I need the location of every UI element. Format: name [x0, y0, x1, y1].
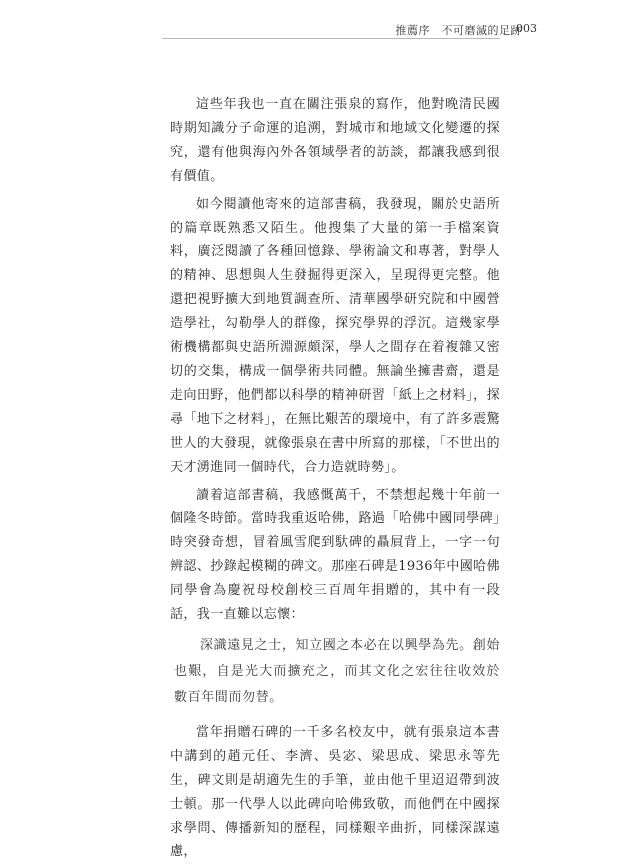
- running-header: [0, 22, 640, 42]
- paragraph-3: 讀着這部書稿，我感慨萬千，不禁想起幾十年前一個隆冬時節。當時我重返哈佛，路過「哈佛中國同學碑」時突發奇想，冒着風雪爬到馱碑的贔屓背上，一字一句辨認、抄錄起模糊的碑文。那座石碑是1936年中國哈佛同學會為慶祝母校創校三百周年捐贈的，其中有一段話，我一直難以忘懷：: [170, 487, 500, 623]
- running-header-title: 推薦序 不可磨滅的足跡: [395, 24, 522, 37]
- inscription-quote: 深識遠見之士，知立國之本必在以興學為先。創始也艱，自是光大而擴充之，而其文化之宏往往收效於數百年間而勿替。: [174, 637, 500, 705]
- paragraph-4: 當年捐贈石碑的一千多名校友中，就有張泉這本書中講到的趙元任、李濟、吳宓、梁思成、梁思永等先生，碑文則是胡適先生的手筆，並由他千里迢迢帶到波士頓。那一代學人以此碑向哈佛致敬，而他們在中國探求學問、傳播新知的歷程，同樣艱辛曲折，同樣深謀遠慮，: [170, 724, 500, 860]
- paragraph-1: 這些年我也一直在關注張泉的寫作，他對晚清民國時期知識分子命運的追溯，對城市和地域文化變遷的探究，還有他與海內外各領域學者的訪談，都讓我感到很有價值。: [170, 97, 500, 184]
- paragraph-2: 如今閱讀他寄來的這部書稿，我發現，關於史語所的篇章既熟悉又陌生。他搜集了大量的第一手檔案資料，廣泛閱讀了各種回憶錄、學術論文和專著，對學人的精神、思想與人生發掘得更深入，呈現得更完整。他還把視野擴大到地質調查所、清華國學研究院和中國營造學社，勾勒學人的群像，探究學界的浮沉。這幾家學術機構都與史語所淵源頗深，學人之間存在着複雜又密切的交集，構成一個學術共同體。無論坐擁書齋，還是走向田野，他們都以科學的精神研習「紙上之材料」，探尋「地下之材料」，在無比艱苦的環境中，有了許多震驚世人的大發現，就像張泉在書中所寫的那樣，「不世出的天才湧進同一個時代，合力造就時勢」。: [170, 196, 500, 475]
- body-text: [170, 93, 500, 864]
- page-number: 003: [516, 22, 537, 35]
- header-rule: [162, 38, 500, 39]
